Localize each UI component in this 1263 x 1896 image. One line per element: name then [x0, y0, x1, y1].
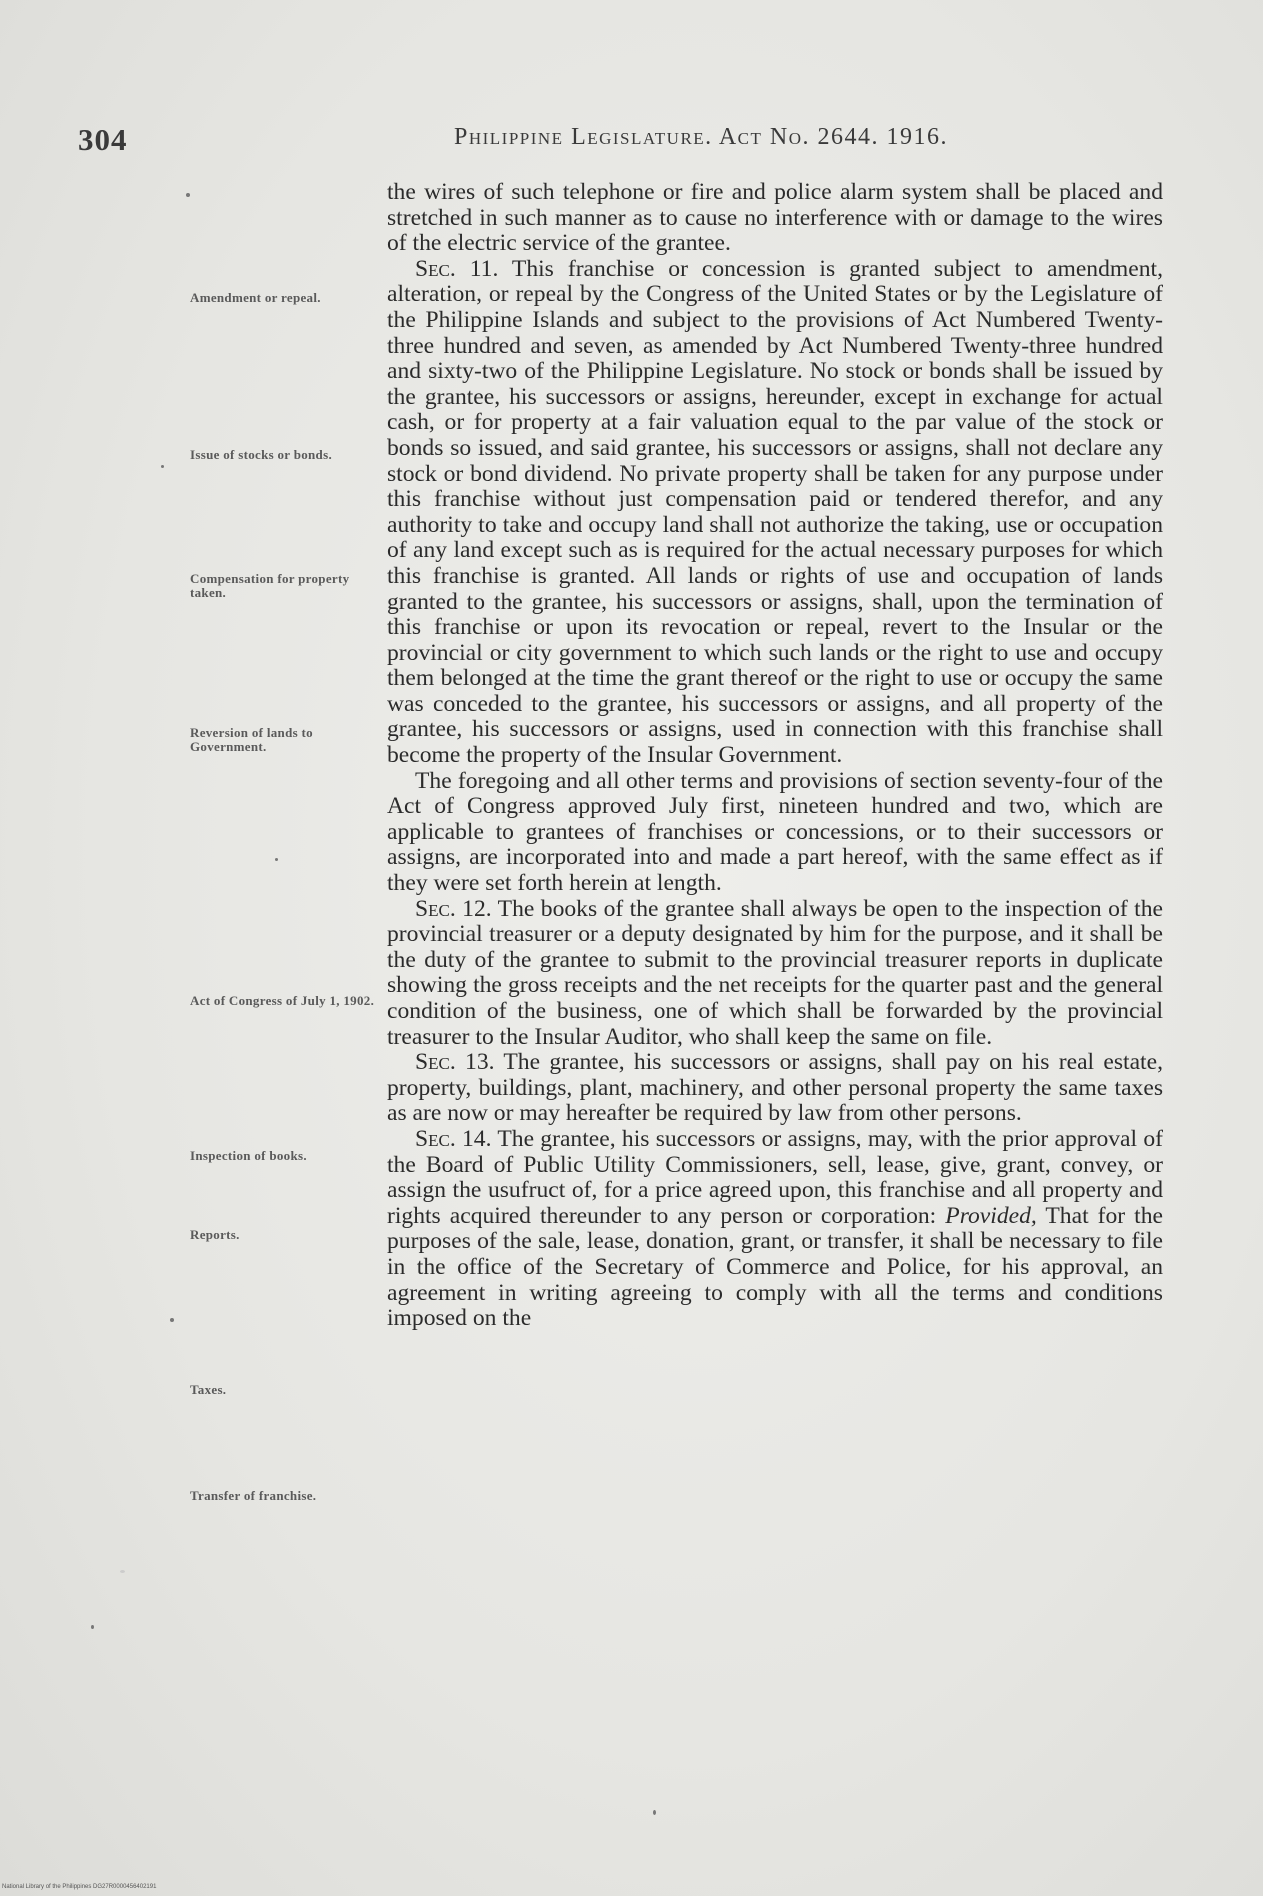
paragraph-sec-11 — [387, 257, 1163, 769]
paragraph-sec-14-text-b: That for the purposes of the sale, lease, donation, grant, or transfer, it shall be necessary to file in the office of the Secretary of Commerce and Police, for his approval, an agreement in writing agreeing to comply with all the terms and conditions imposed on the — [387, 1202, 1163, 1332]
section-label-12: Sec. 12. — [415, 895, 492, 922]
margin-note-inspection: Inspection of books. — [190, 1148, 307, 1163]
margin-note-stocks-bonds: Issue of stocks or bonds. — [190, 447, 332, 462]
section-label-11: Sec. 11. — [415, 255, 499, 282]
paragraph-continuation: the wires of such telephone or fire and police alarm system shall be placed and stretched in such manner as to cause no interference with or damage to the wires of the electric service of the grantee. — [387, 179, 1163, 257]
scan-speck — [186, 193, 190, 197]
scan-speck — [161, 465, 164, 468]
margin-note-transfer: Transfer of franchise. — [190, 1488, 317, 1503]
scan-speck — [275, 858, 278, 861]
paragraph-sec-11-text: This franchise or concession is granted subject to amendment, alteration, or repeal by the Congress of the United States or by the Legislature of the Philippine Islands and subject to the provisions of Act Numbered Twenty-three hundred and seven, as amended by Act Numbered Twenty-three hundred and sixty-two of the Philippine Legislature. No stock or bonds shall be issued by the grantee, his successors or assigns, hereunder, except in exchange for actual cash, or for property at a fair valuation equal to the par value of the stock or bonds so issued, and said grantee, his successors or assigns, shall not declare any stock or bond dividend. No private property shall be taken for any purpose under this franchise without just compensation paid or tendered therefor, and any authority to take and occupy land shall not authorize the taking, use or occupation of any land except such as is required for the actual necessary purposes for which this franchise is granted. All lands or rights of use and occupation of lands granted to the grantee, his successors or assigns, shall, upon the termination of this franchise or upon its revocation or repeal, revert to the Insular or the provincial or city government to which such lands or the right to use and occupy them belonged at the time the grant thereof or the right to use or occupy the same was conceded to the grantee, his successors or assigns, and all property of the grantee, his successors or assigns, used in connection with this franchise shall become the property of the Insular Government. — [387, 255, 1163, 769]
scan-speck — [120, 1570, 125, 1573]
paragraph-act-of-congress: The foregoing and all other terms and provisions of section seventy-four of the Act of Congress approved July first, nineteen hundred and two, which are applicable to grantees of franchises or concessions, or to their successors or assigns, are incorporated into and made a part hereof, with the same effect as if they were set forth herein at length. — [387, 767, 1163, 897]
scan-speck — [170, 1318, 174, 1322]
scan-footer: National Library of the Philippines DG27R0000456402191 — [2, 1884, 157, 1890]
margin-note-reports: Reports. — [190, 1227, 240, 1242]
running-head: Philippine Legislature. Act No. 2644. 1916. — [454, 124, 949, 150]
paragraph-sec-12-text: The books of the grantee shall always be open to the inspection of the provincial treasurer or a deputy designated by him for the purpose, and it shall be the duty of the grantee to submit to the provincial treasurer reports in duplicate showing the gross receipts and the net receipts for the quarter past and the general condition of the business, one of which shall be forwarded by the provincial treasurer to the Insular Auditor, who shall keep the same on file. — [387, 895, 1163, 1050]
section-label-13: Sec. 13. — [415, 1049, 495, 1076]
margin-note-amendment: Amendment or repeal. — [190, 290, 321, 305]
scan-speck — [91, 1625, 94, 1629]
paragraph-sec-14 — [387, 1127, 1163, 1332]
provided-italic: Provided, — [945, 1202, 1037, 1229]
margin-note-reversion: Reversion of lands to Government. — [190, 725, 313, 754]
paragraph-sec-13-text: The grantee, his successors or assigns, shall pay on his real estate, property, buildings, plant, machinery, and other personal property the same taxes as are now or may hereafter be required by law from other persons. — [387, 1049, 1163, 1127]
paragraph-sec-13 — [387, 1050, 1163, 1127]
body-text — [387, 180, 1163, 1332]
scan-speck — [653, 1810, 656, 1815]
margin-note-compensation: Compensation for property taken. — [190, 571, 350, 600]
section-label-14: Sec. 14. — [415, 1125, 492, 1152]
page-number: 304 — [78, 122, 128, 157]
margin-note-act-of-congress: Act of Congress of July 1, 1902. — [190, 993, 375, 1008]
paragraph-sec-12 — [387, 897, 1163, 1051]
paragraph-sec-14-text-a: The grantee, his successors or assigns, may, with the prior approval of the Board of Public Utility Commissioners, sell, lease, give, grant, convey, or assign the usufruct of, for a price agreed upon, this franchise and all property and rights acquired thereunder to any person or corporation: — [387, 1125, 1163, 1229]
margin-note-taxes: Taxes. — [190, 1382, 227, 1397]
